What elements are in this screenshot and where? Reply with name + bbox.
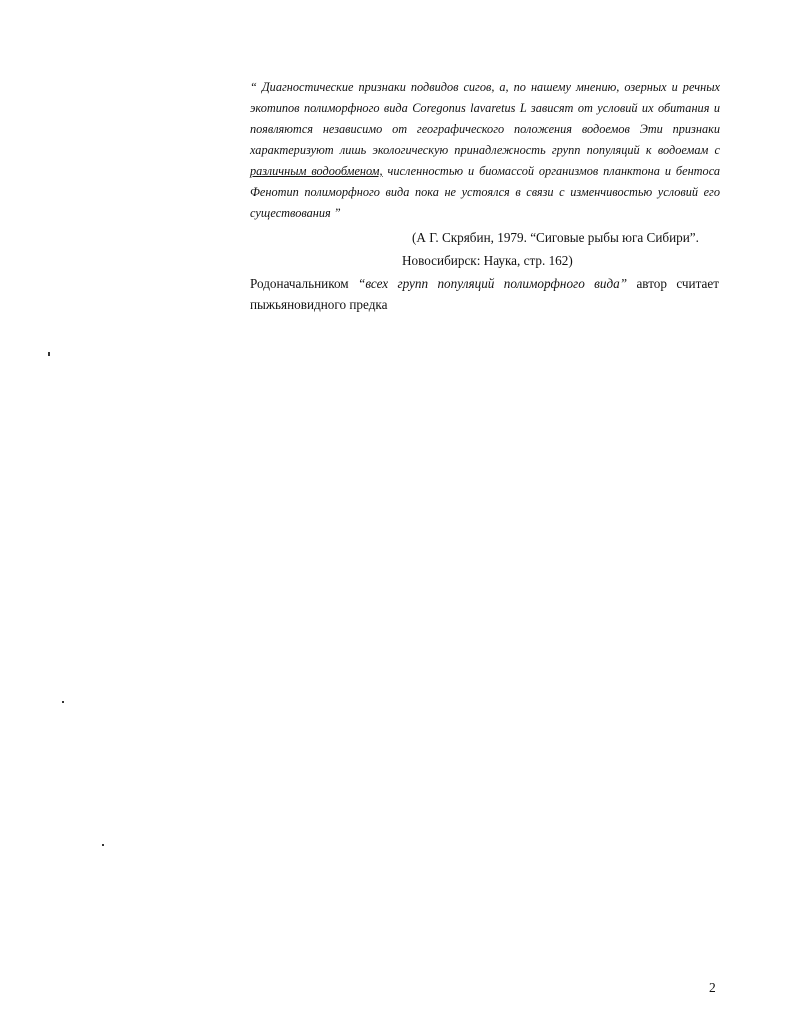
page-number: 2 xyxy=(709,980,716,995)
body-line-1-end: автор считает xyxy=(627,276,720,291)
scan-speck xyxy=(48,352,50,356)
scan-speck xyxy=(62,701,64,703)
quote-line-1: “ Диагностические признаки подвидов сигов, а, по нашему мнению, озерных и речных xyxy=(250,80,720,94)
body-line-1-start: Родоначальником xyxy=(250,276,359,291)
body-line-1-quoted: “всех групп популяций полиморфного вида” xyxy=(358,276,628,291)
citation-line-2: Новосибирск: Наука, стр. 162) xyxy=(402,253,573,268)
quote-line-5-rest: численностью и биомассой организмов планктона и бентоса xyxy=(382,164,720,178)
quote-line-3: появляются независимо от географического положения водоемов Эти признаки xyxy=(250,122,720,136)
quotation-block xyxy=(250,77,720,224)
citation-line-1: (А Г. Скрябин, 1979. “Сиговые рыбы юга Сибири”. xyxy=(412,230,699,245)
quote-line-5 xyxy=(250,161,720,182)
quote-line-7: существования ” xyxy=(250,206,341,220)
body-line-2: пыжьяновидного предка xyxy=(250,297,388,312)
quote-underlined-phrase: различным водообменом, xyxy=(250,164,383,178)
quote-line-2: экотипов полиморфного вида Coregonus lavaretus L зависят от условий их обитания и xyxy=(250,101,720,115)
quote-line-6: Фенотип полиморфного вида пока не устоялся в связи с изменчивостью условий его xyxy=(250,185,720,199)
body-line-1 xyxy=(250,273,719,294)
scan-speck xyxy=(102,844,104,846)
quote-line-4: характеризуют лишь экологическую принадлежность групп популяций к водоемам с xyxy=(250,143,720,157)
body-paragraph xyxy=(250,273,719,315)
